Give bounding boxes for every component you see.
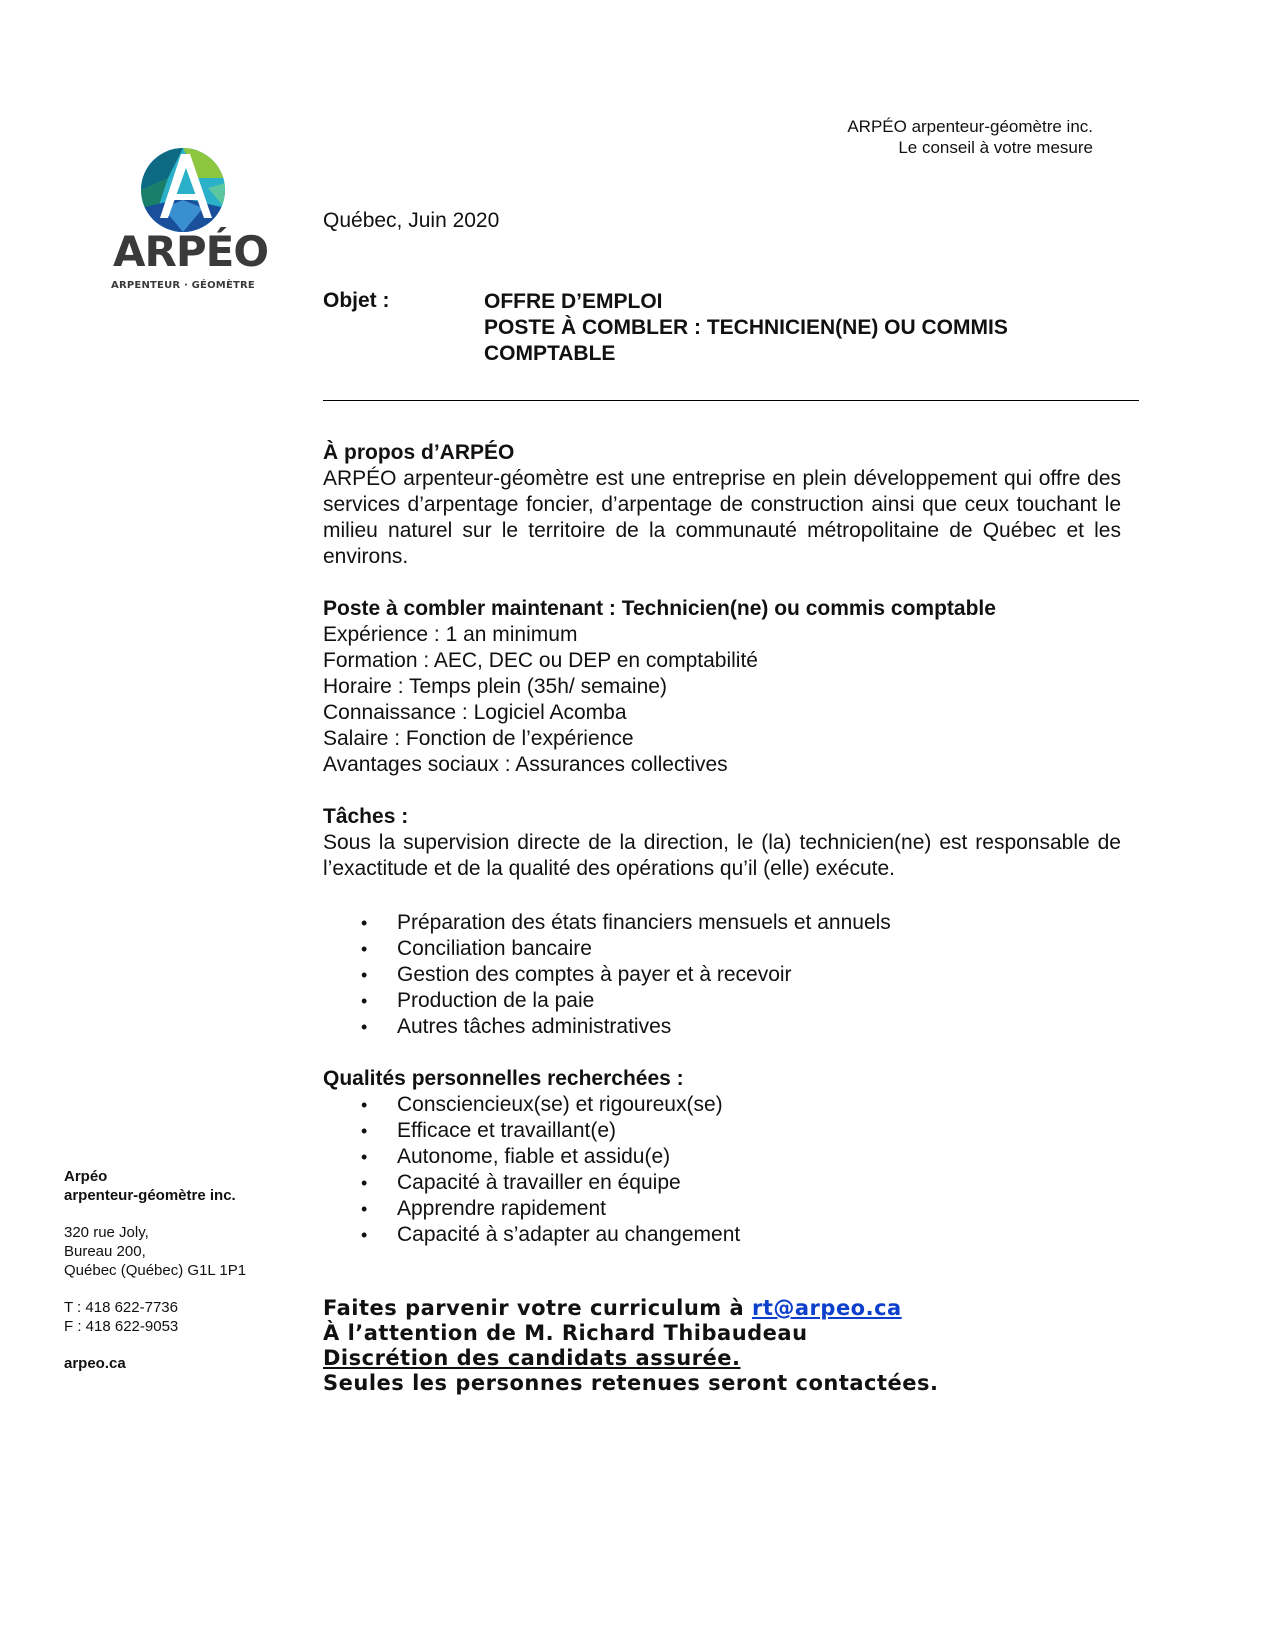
sidebar-address: 320 rue Joly, — [64, 1224, 149, 1241]
contact-note: Seules les personnes retenues seront contactées. — [323, 1371, 939, 1395]
logo-subtitle: ARPENTEUR · GÉOMÈTRE — [111, 280, 255, 291]
email-link[interactable]: rt@arpeo.ca — [751, 1296, 902, 1320]
bullet-icon: • — [361, 913, 368, 933]
logo-emblem-icon — [108, 148, 258, 232]
position-detail: Connaissance : Logiciel Acomba — [323, 701, 627, 724]
about-heading: À propos d’ARPÉO — [323, 441, 515, 464]
horizontal-divider — [323, 400, 1139, 401]
position-detail: Expérience : 1 an minimum — [323, 623, 578, 646]
application-instructions — [323, 1296, 938, 1396]
bullet-icon: • — [361, 965, 368, 985]
list-item: • Apprendre rapidement — [361, 1197, 606, 1220]
bullet-icon: • — [361, 1199, 368, 1219]
list-item: • Autres tâches administratives — [361, 1015, 672, 1038]
company-logo — [108, 148, 269, 296]
send-cv-line: Faites parvenir votre curriculum à rt@arpeo.ca — [323, 1296, 902, 1320]
sidebar-address: Québec (Québec) G1L 1P1 — [64, 1262, 247, 1279]
letterhead — [847, 116, 1093, 158]
attention-line: À l’attention de M. Richard Thibaudeau — [323, 1321, 808, 1345]
list-item: • Consciencieux(se) et rigoureux(se) — [361, 1093, 723, 1116]
list-item: • Autonome, fiable et assidu(e) — [361, 1145, 671, 1168]
letter-body — [323, 440, 1121, 1248]
list-item: • Capacité à s’adapter au changement — [361, 1223, 741, 1246]
bullet-icon: • — [361, 939, 368, 959]
company-tagline: Le conseil à votre mesure — [898, 138, 1093, 157]
sidebar-company-name: arpenteur-géomètre inc. — [64, 1187, 236, 1204]
bullet-icon: • — [361, 1173, 368, 1193]
object-line: OFFRE D’EMPLOI — [484, 290, 663, 313]
position-heading: Poste à combler maintenant : Technicien(ne) ou commis comptable — [323, 597, 996, 620]
tasks-list — [323, 910, 1121, 1040]
qualities-heading: Qualités personnelles recherchées : — [323, 1067, 684, 1090]
list-item: • Production de la paie — [361, 989, 595, 1012]
sidebar-contact — [64, 1167, 294, 1373]
tasks-heading: Tâches : — [323, 805, 409, 828]
position-detail: Avantages sociaux : Assurances collectives — [323, 753, 728, 776]
object-line: COMPTABLE — [484, 342, 616, 365]
list-item: • Préparation des états financiers mensuels et annuels — [361, 911, 891, 934]
about-text: ARPÉO arpenteur-géomètre est une entreprise en plein développement qui offre des services d’arpentage foncier, d’arpentage de construction ainsi que ceux touchant le milieu naturel sur le territoire de la communauté métropolitaine de Québec et les environs. — [323, 467, 1121, 568]
sidebar-address: Bureau 200, — [64, 1243, 146, 1260]
bullet-icon: • — [361, 991, 368, 1011]
list-item: • Gestion des comptes à payer et à recevoir — [361, 963, 792, 986]
letter-date: Québec, Juin 2020 — [323, 209, 500, 232]
bullet-icon: • — [361, 1017, 368, 1037]
list-item: • Conciliation bancaire — [361, 937, 592, 960]
object-label: Objet : — [323, 289, 390, 312]
sidebar-phone: T : 418 622-7736 — [64, 1299, 178, 1316]
tasks-intro: Sous la supervision directe de la direction, le (la) technicien(ne) est responsable de l’exactitude et de la qualité des opérations qu’il (elle) exécute. — [323, 831, 1121, 880]
bullet-icon: • — [361, 1225, 368, 1245]
position-detail: Formation : AEC, DEC ou DEP en comptabilité — [323, 649, 758, 672]
object-line: POSTE À COMBLER : TECHNICIEN(NE) OU COMMIS — [484, 316, 1008, 339]
bullet-icon: • — [361, 1121, 368, 1141]
qualities-list — [323, 1092, 1121, 1248]
position-detail: Horaire : Temps plein (35h/ semaine) — [323, 675, 667, 698]
bullet-icon: • — [361, 1147, 368, 1167]
object-title — [484, 289, 1084, 367]
sidebar-company-name: Arpéo — [64, 1168, 108, 1185]
logo-wordmark: ARPÉO — [113, 227, 269, 276]
list-item: • Efficace et travaillant(e) — [361, 1119, 617, 1142]
sidebar-website[interactable]: arpeo.ca — [64, 1355, 126, 1372]
sidebar-fax: F : 418 622-9053 — [64, 1318, 179, 1335]
discretion-line: Discrétion des candidats assurée. — [323, 1346, 741, 1370]
list-item: • Capacité à travailler en équipe — [361, 1171, 681, 1194]
bullet-icon: • — [361, 1095, 368, 1115]
position-detail: Salaire : Fonction de l’expérience — [323, 727, 634, 750]
company-name: ARPÉO arpenteur-géomètre inc. — [847, 117, 1093, 136]
